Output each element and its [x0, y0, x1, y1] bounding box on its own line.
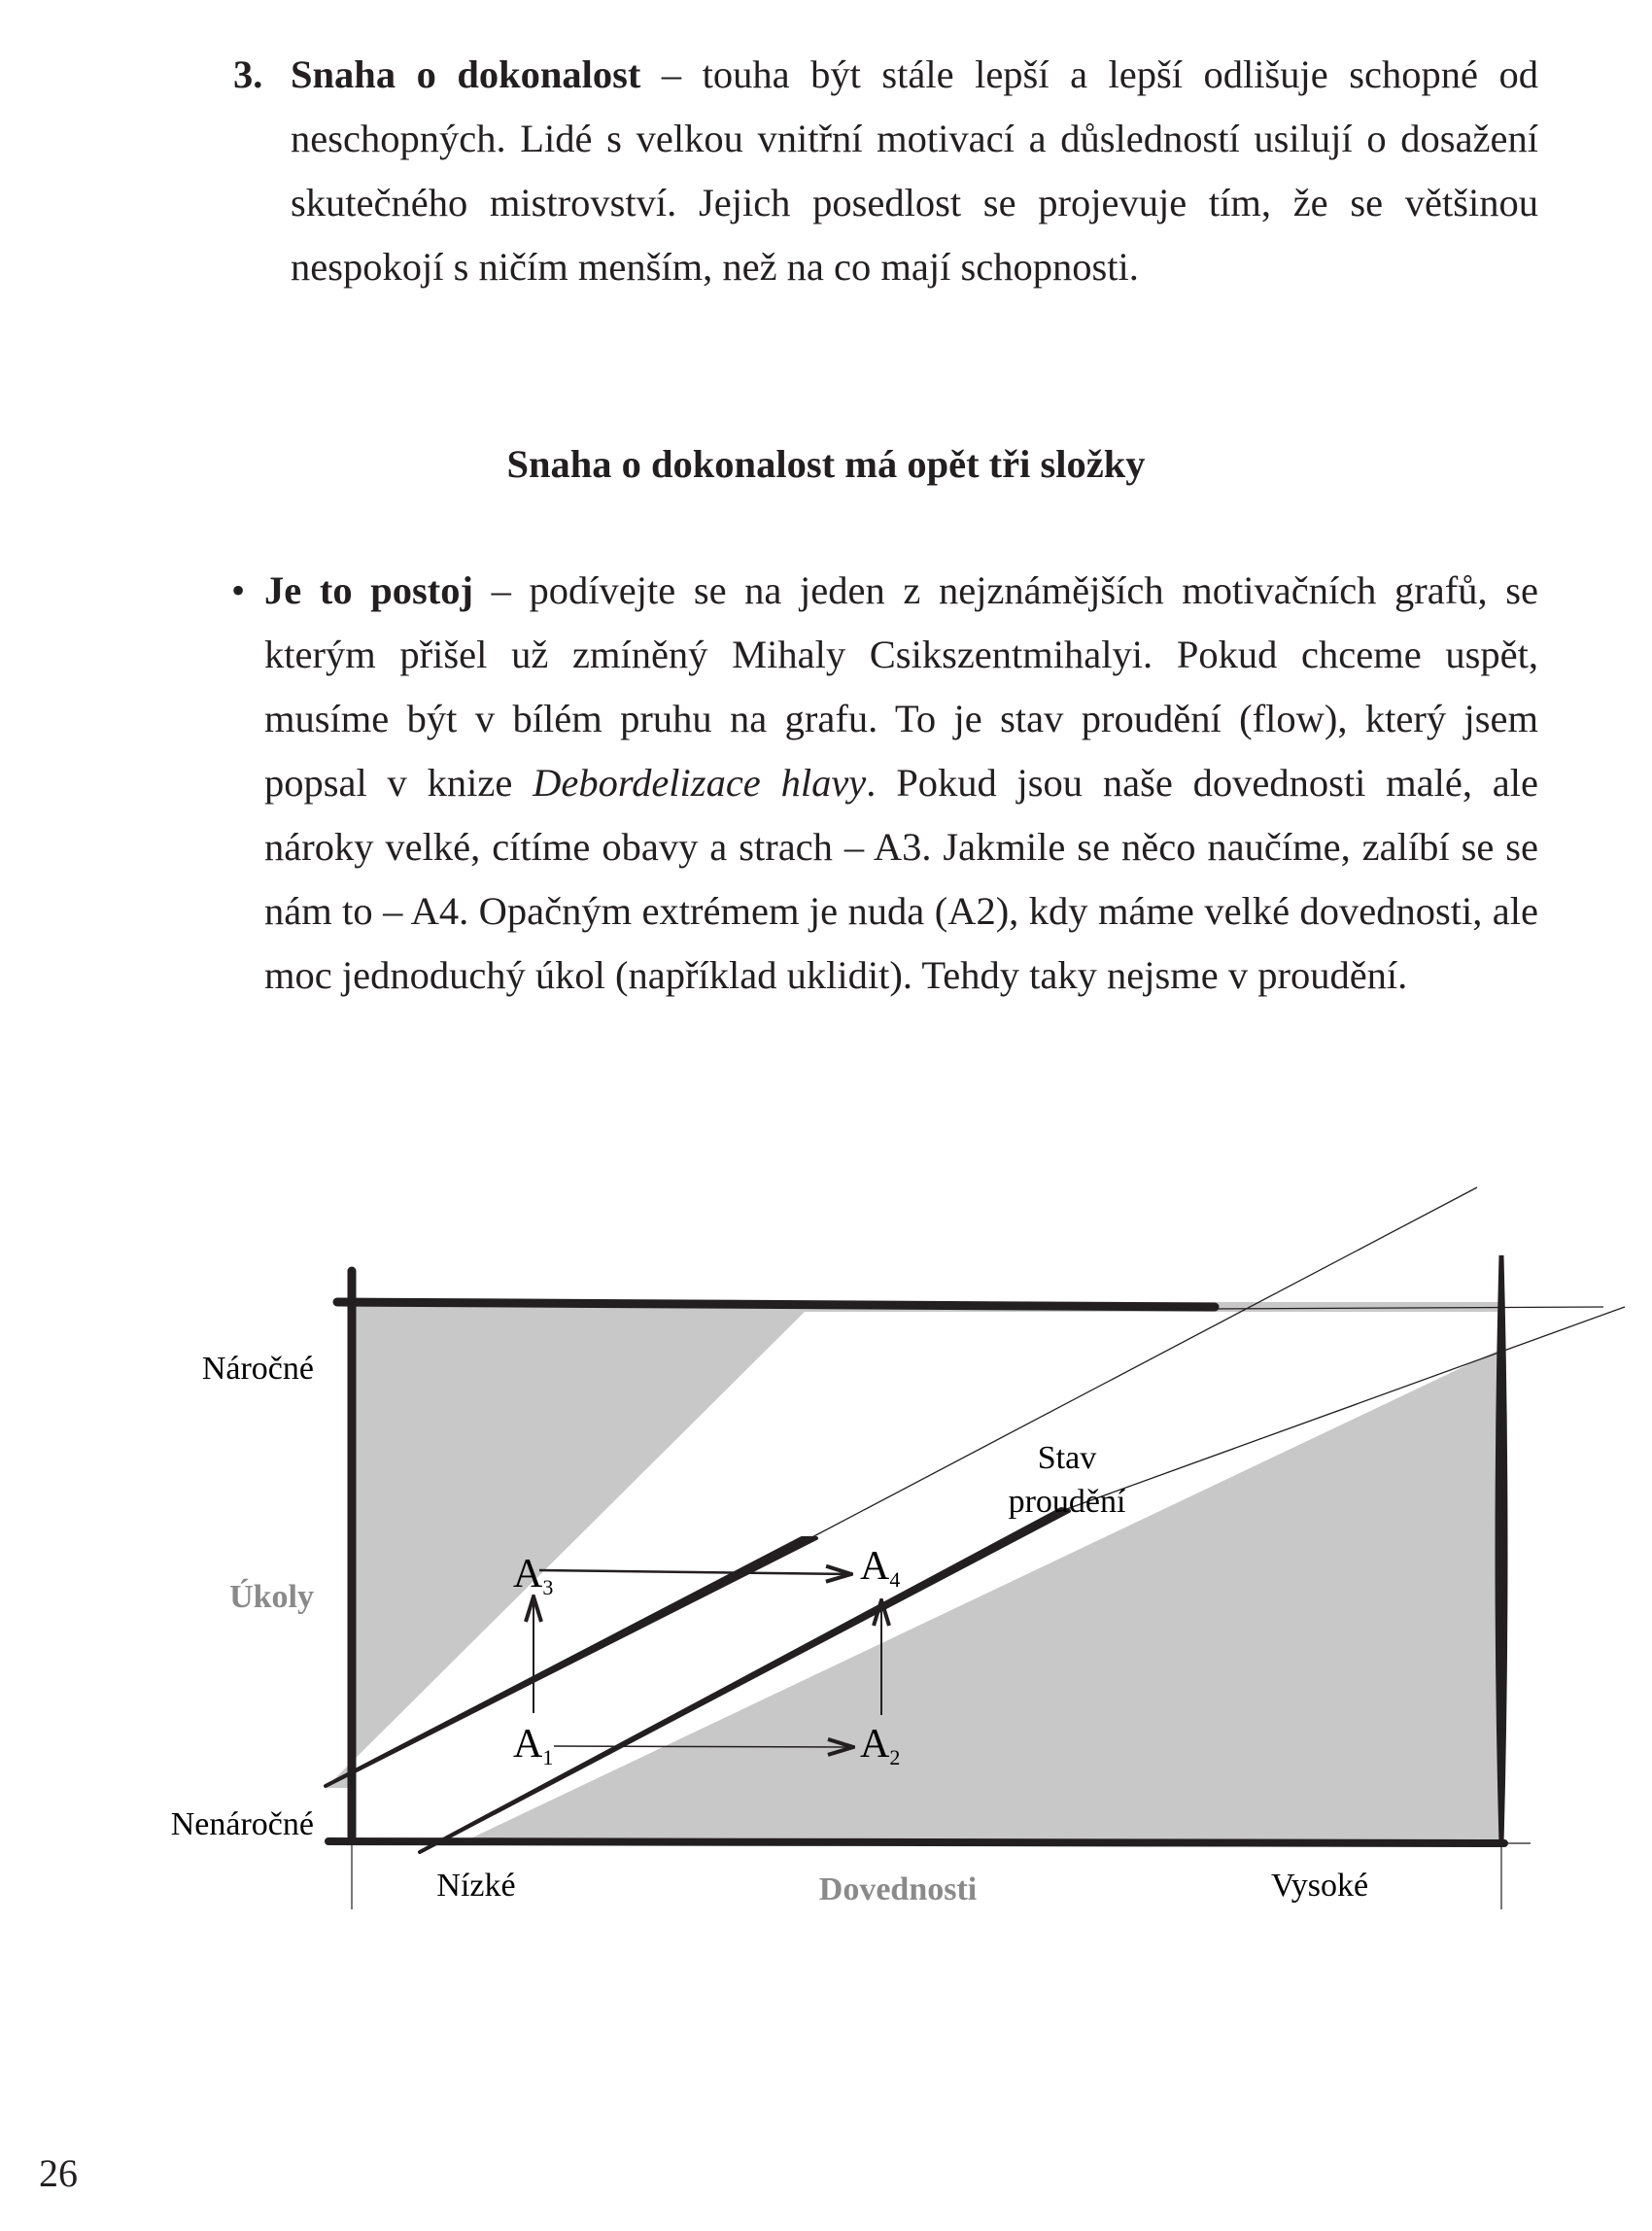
x-axis: [328, 1841, 1504, 1843]
arrow-a3-to-a4: [539, 1570, 851, 1574]
x-high-label: Vysoké: [1270, 1868, 1369, 1904]
right-border: [1497, 1255, 1505, 1844]
bullet-text-1: – podívejte se na jeden z nejznámějších motivačních grafů, se kterým přišel už zmíněný Mihaly Csikszentmihalyi. Pokud chceme uspět, musíme být v bílém pruhu na grafu. To je stav proudění (flow), který jsem popsal v knize: [264, 568, 1538, 805]
list-item-body: [291, 43, 1538, 299]
point-a2: A2: [860, 1722, 901, 1769]
point-a3: A3: [513, 1552, 554, 1599]
item-text: – touha být stále lepší a lepší odlišuje schopné od neschopných. Lidé s velkou vnitřní motivací a důsledností usilují o dosažení skutečného mistrovství. Jejich posedlost se projevuje tím, že se většinou nespokojí s ničím menším, než na co mají schopnosti.: [291, 52, 1538, 289]
list-item-3: [233, 43, 1538, 299]
top-border: [337, 1302, 1215, 1307]
item-term: Snaha o dokonalost: [291, 52, 641, 96]
y-high-label: Náročné: [201, 1351, 314, 1387]
y-axis-title: Úkoly: [229, 1579, 314, 1615]
point-a1: A1: [513, 1722, 554, 1769]
bullet-term: Je to postoj: [264, 568, 473, 612]
flow-label-line1: Stav: [1037, 1440, 1097, 1476]
book-title: Debordelizace hlavy: [533, 761, 867, 805]
x-low-label: Nízké: [436, 1868, 516, 1904]
bullet-item: [231, 559, 1538, 1008]
y-low-label: Nenáročné: [170, 1806, 314, 1842]
bullet-text-2: . Pokud jsou naše dovednosti malé, ale nároky velké, cítíme obavy a strach – A3. Jakmile se něco naučíme, zalíbí se se nám to – A4. Opačným extrémem je nuda (A2), kdy máme velké dovednosti, ale moc jednoduchý úkol (například uklidit). Tehdy taky nejsme v proudění.: [264, 761, 1538, 997]
list-number: 3.: [233, 52, 263, 96]
bullet-body: [264, 559, 1538, 1008]
bullet-symbol: •: [231, 568, 246, 612]
section-heading: Snaha o dokonalost má opět tři složky: [506, 442, 1146, 486]
x-axis-title: Dovednosti: [818, 1871, 978, 1907]
point-a4: A4: [860, 1544, 901, 1592]
arrow-a1-to-a2: [554, 1746, 853, 1747]
page-number: 26: [39, 2151, 78, 2195]
flow-diagram: [0, 1156, 1652, 1953]
flow-label-line2: proudění: [1008, 1484, 1126, 1520]
